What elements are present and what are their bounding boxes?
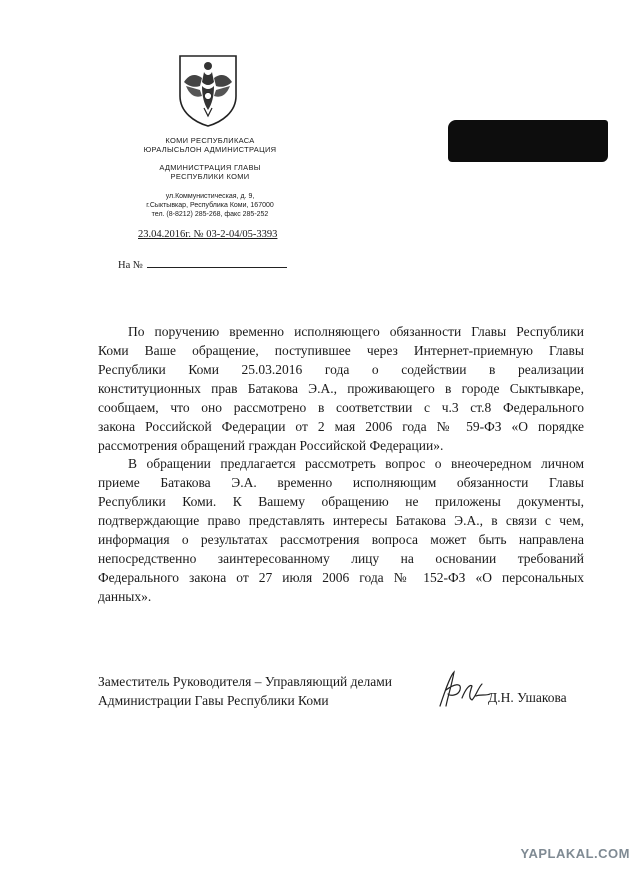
org-ru-line1: АДМИНИСТРАЦИЯ ГЛАВЫ: [159, 163, 261, 172]
address-line: тел. (8-8212) 285-268, факс 285-252: [151, 210, 269, 218]
body-line: рассмотрения обращений граждан Российской Федерации».: [98, 438, 444, 453]
body-line: В обращении предлагается рассмотреть вопрос о внеочередном личном: [128, 456, 584, 471]
org-ru-line2: РЕСПУБЛИКИ КОМИ: [170, 171, 250, 181]
body-line: закона Российской Федерации от 2 мая 2006 года № 59-ФЗ «О порядке: [98, 419, 584, 434]
body-line: Федерального закона от 27 июля 2006 года № 152-ФЗ «О персональных: [98, 570, 584, 585]
reference-label: На №: [118, 260, 143, 271]
org-komi-line1: КОМИ РЕСПУБЛИКАСА: [165, 136, 255, 145]
komi-emblem-icon: [176, 52, 240, 128]
body-line: Коми Ваше обращение, поступившее через Интернет-приемную Главы: [98, 343, 584, 358]
reference-field: [118, 258, 287, 271]
handwritten-signature: [432, 666, 492, 712]
body-line: подтверждающие право представлять интересы Батакова Э.А., в связи с чем,: [98, 513, 584, 528]
reference-blank-line: [147, 258, 287, 268]
body-line: приеме Батакова Э.А. временно исполняющим обязанности Главы: [98, 475, 584, 490]
address-line: ул.Коммунистическая, д. 9,: [165, 193, 255, 200]
redaction-block: [448, 120, 608, 162]
signatory-title-line1: Заместитель Руководителя – Управляющий делами: [98, 674, 393, 689]
body-line: сообщаем, что оно рассмотрено в соответствии с ч.3 ст.8 Федерального: [98, 400, 584, 415]
body-line: информация о результатах рассмотрения вопроса может быть направлена: [98, 532, 584, 547]
body-line: Республики Коми 25.03.2016 года о содействии в реализации: [98, 362, 584, 377]
body-line: непосредственно заинтересованному лицу на основании требований: [98, 551, 584, 566]
body-line: данных».: [98, 589, 152, 604]
registration-number: 23.04.2016г. № 03-2-04/05-3393: [138, 229, 278, 240]
body-line: По поручению временно исполняющего обязанности Главы Республики: [128, 324, 584, 339]
org-address: [110, 193, 310, 219]
signatory-title: [98, 672, 392, 710]
address-line: г.Сыктывкар, Республика Коми, 167000: [146, 201, 274, 209]
body-line: Республики Коми. К Вашему обращению не приложены документы,: [98, 494, 584, 509]
paragraph-2: [98, 454, 584, 606]
org-name-komi: [110, 137, 310, 154]
signatory-title-line2: Администрации Гавы Республики Коми: [98, 693, 329, 708]
signatory-name: Д.Н. Ушакова: [488, 690, 567, 705]
org-name-russian: [110, 164, 310, 181]
org-komi-line2: ЮРАЛЫСЬЛОН АДМИНИСТРАЦИЯ: [143, 144, 277, 154]
paragraph-1: [98, 322, 584, 455]
site-watermark: YAPLAKAL.COM: [520, 846, 630, 861]
body-line: конституционных прав Батакова Э.А., проживающего в городе Сыктывкаре,: [98, 381, 584, 396]
